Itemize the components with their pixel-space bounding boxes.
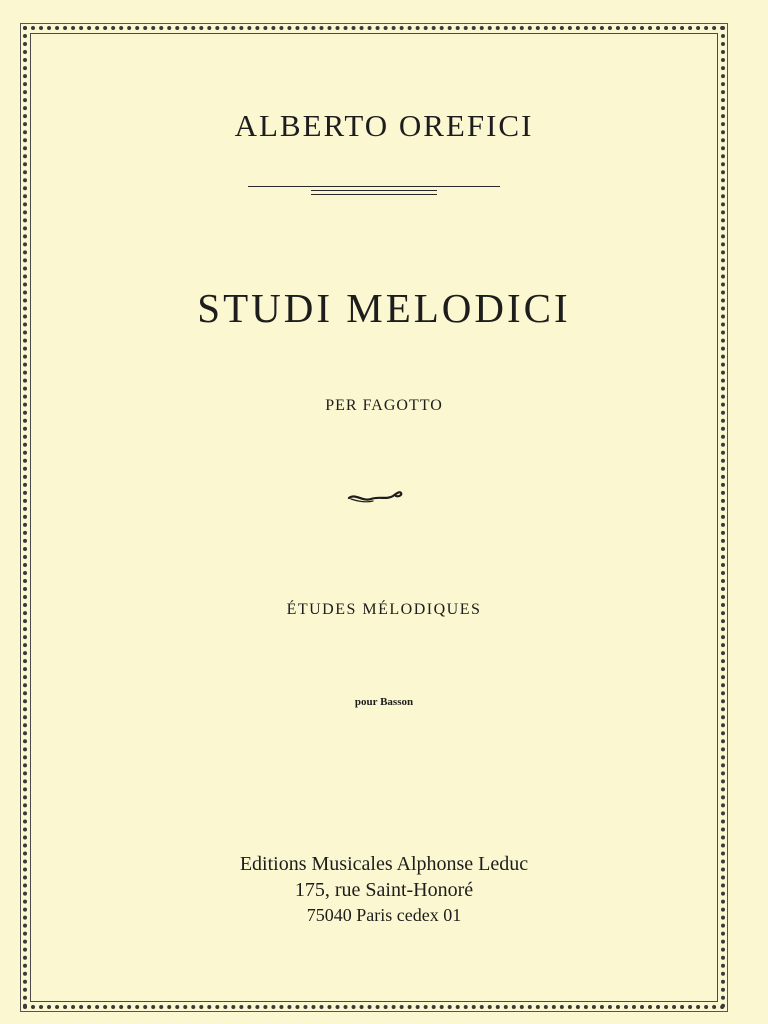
publisher-city: 75040 Paris cedex 01 <box>306 905 462 925</box>
composer-name: ALBERTO OREFICI <box>234 108 534 143</box>
publisher-name: Editions Musicales Alphonse Leduc <box>239 853 529 875</box>
title-french: ÉTUDES MÉLODIQUES <box>286 601 482 618</box>
triple-rule-divider-icon <box>248 184 500 198</box>
work-title: STUDI MELODICI <box>197 285 571 331</box>
instrument-italian: PER FAGOTTO <box>325 397 443 414</box>
flourish-ornament-icon <box>347 484 403 508</box>
publisher-street: 175, rue Saint-Honoré <box>294 879 474 901</box>
instrument-french: pour Basson <box>354 696 414 708</box>
